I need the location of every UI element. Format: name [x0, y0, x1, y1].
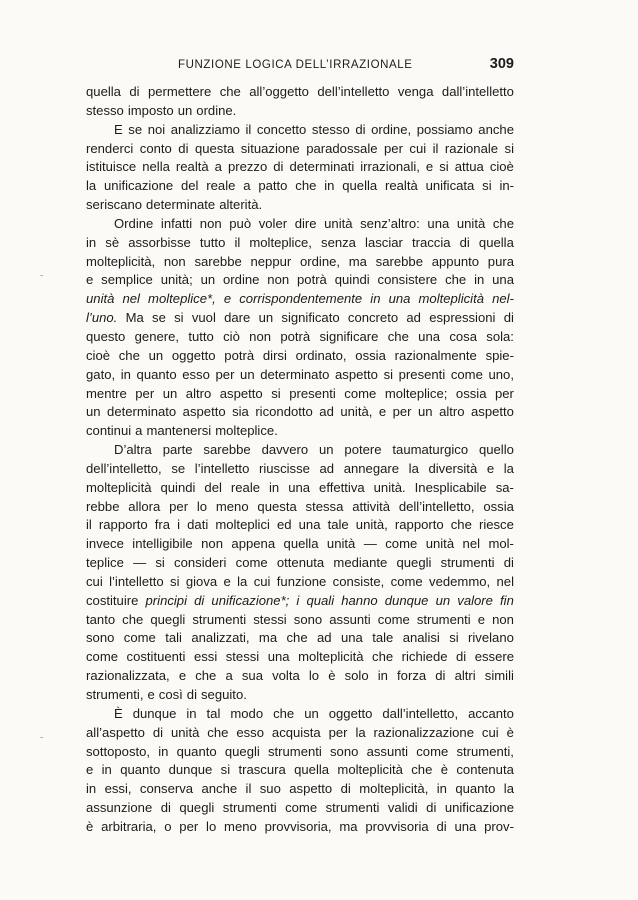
text-line: E se noi analizziamo il concetto stesso di ordine, possiamo anche	[114, 121, 514, 137]
text-line: stesso imposto un ordine.	[86, 102, 237, 118]
text-line: in essi, conserva anche il suo aspetto di molteplicità, in quanto la	[86, 781, 514, 797]
text-line: invece intelligibile non appena quella unità — come unità nel mol-	[86, 536, 514, 552]
text-line: seriscano determinate alterità.	[86, 197, 263, 213]
text-line: teplice — si consideri come ottenuta mediante quegli strumenti di	[86, 555, 514, 571]
text-line: Ordine infatti non può voler dire unità senz’altro: una unità che	[114, 215, 514, 231]
book-page	[86, 56, 514, 837]
page-number: 309	[489, 56, 514, 72]
text-line: sottoposto, in quanto quegli strumenti sono assunti come strumenti,	[86, 743, 514, 759]
text-line: unità nel molteplice*, e corrispondentemente in una molteplicità nel-	[86, 291, 514, 307]
text-line: renderci conto di questa situazione paradossale per cui il razionale si	[86, 140, 514, 156]
text-line: un determinato aspetto sia ricondotto ad unità, e per un altro aspetto	[86, 404, 514, 420]
text-line: strumenti, e così di seguito.	[86, 687, 247, 702]
running-head: FUNZIONE LOGICA DELL’IRRAZIONALE	[178, 59, 413, 71]
text-line: mentre per un altro aspetto si presenti come molteplice; ossia per	[86, 385, 514, 401]
text-line: questo genere, tutto ciò non potrà significare che una cosa sola:	[86, 328, 514, 344]
text-line: quella di permettere che all’oggetto dell’intelletto venga dall’intelletto	[86, 84, 514, 99]
text-line: rebbe allora per lo meno questa stessa attività dell’intelletto, ossia	[86, 498, 514, 514]
text-line: in sè assorbisse tutto il molteplice, senza lasciar traccia di quella	[86, 234, 514, 250]
text-line: assunzione di quegli strumenti come strumenti validi di unificazione	[86, 800, 514, 816]
text-line: cui l’intelletto si giova e la cui funzione consiste, come vedemmo, nel	[86, 573, 514, 589]
text-line: gato, in quanto esso per un determinato aspetto si presenti come uno,	[86, 366, 514, 382]
text-line: dell’intelletto, se l’intelletto riuscisse ad annegare la diversità e la	[86, 460, 514, 476]
text-line: tanto che quegli strumenti stessi sono assunti come strumenti e non	[86, 611, 514, 627]
margin-mark: -	[40, 270, 44, 281]
text-line: istituisce nella realtà a prezzo di determinati irrazionali, e si attua cioè	[86, 159, 514, 175]
text-line: molteplicità quindi del reale in una effettiva unità. Inesplicabile sa-	[86, 479, 514, 495]
text-line: sono come tali analizzati, ma che ad una tale analisi si rivelano	[86, 630, 514, 646]
text-line: il rapporto fra i dati molteplici ed una tale unità, rapporto che riesce	[86, 517, 514, 533]
text-line: e in quanto dunque si trascura quella molteplicità che è contenuta	[86, 762, 514, 778]
text-line: razionalizzata, e che a sua volta lo è solo in forza di altri simili	[86, 668, 514, 684]
text-line: è arbitraria, o per lo meno provvisoria, ma provvisoria di una prov-	[86, 818, 514, 834]
text-line: la unificazione del reale a patto che in quella realtà unificata si in-	[86, 178, 514, 194]
text-line: cioè che un oggetto potrà dirsi ordinato, ossia razionalmente spie-	[86, 347, 514, 363]
text-line: continui a mantenersi molteplice.	[86, 423, 278, 439]
text-line: all’aspetto di unità che esso acquista per la razionalizzazione cui è	[86, 724, 514, 740]
body-text	[86, 83, 514, 837]
text-line: come costituenti essi stessi una molteplicità che richiede di essere	[86, 649, 514, 665]
page-header	[86, 56, 514, 82]
text-line: e semplice unità; un ordine non potrà quindi consistere che in una	[86, 272, 514, 288]
text-line: D’altra parte sarebbe davvero un potere taumaturgico quello	[114, 442, 514, 458]
margin-mark: -	[40, 732, 44, 743]
text-line: molteplicità, non sarebbe neppur ordine, ma sarebbe appunto pura	[86, 253, 514, 269]
text-line: È dunque in tal modo che un oggetto dall’intelletto, accanto	[114, 705, 514, 721]
text-line: costituire principi di unificazione*; i quali hanno dunque un valore fin	[86, 592, 514, 608]
text-line: l’uno. Ma se si vuol dare un significato concreto ad espressioni di	[86, 310, 514, 326]
